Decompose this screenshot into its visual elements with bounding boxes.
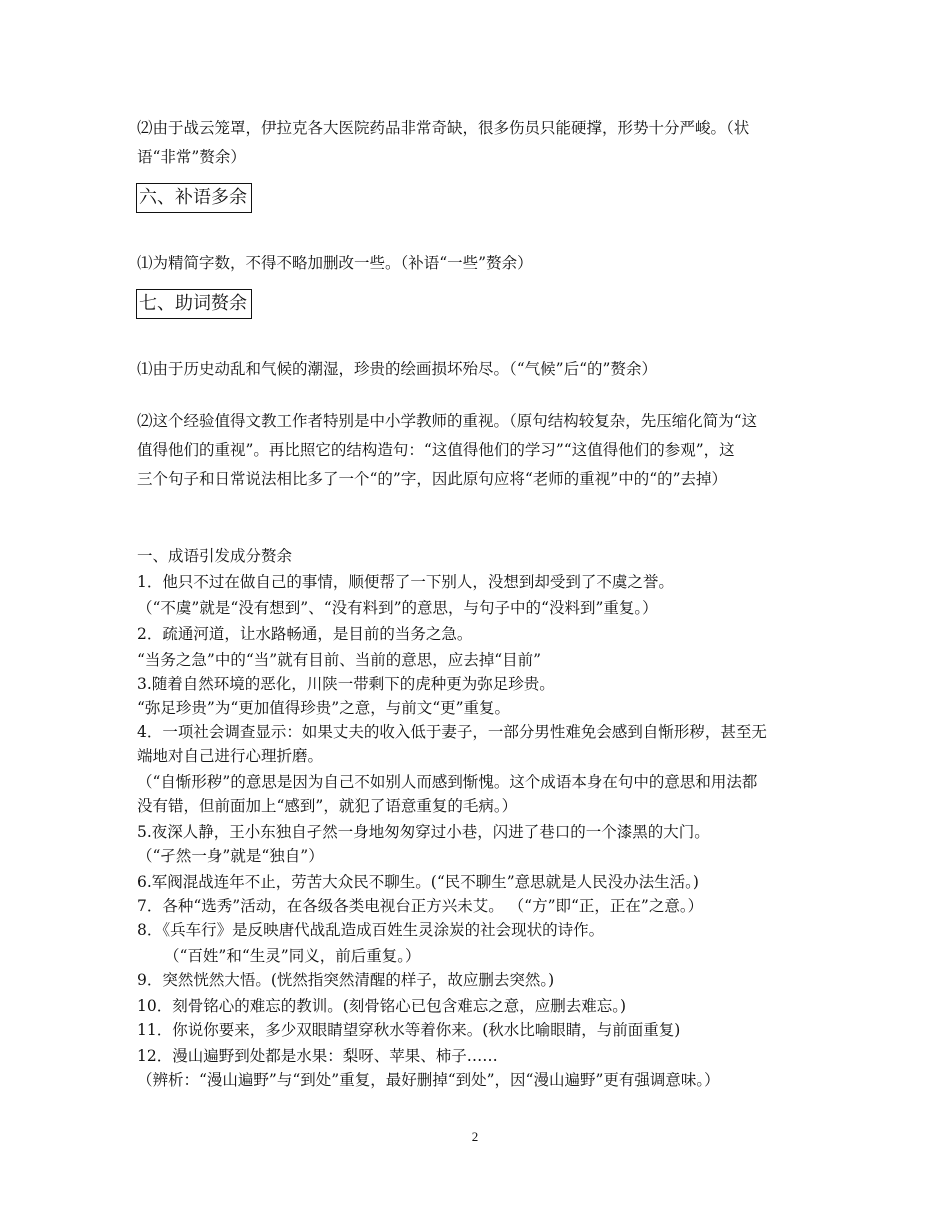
idiom-line: 9．突然恍然大悟。(恍然指突然清醒的样子，故应删去突然。) bbox=[137, 971, 555, 989]
idiom-line: 7．各种“选秀”活动，在各级各类电视台正方兴未艾。 （“方”即“正，正在”之意。） bbox=[137, 897, 704, 915]
idiom-line: 12．漫山遍野到处都是水果：梨呀、苹果、柿子…… bbox=[137, 1047, 498, 1065]
idiom-line: 6.军阀混战连年不止，劳苦大众民不聊生。(“民不聊生”意思就是人民没办法生活。) bbox=[137, 873, 699, 891]
section-6-item-1: ⑴为精简字数，不得不略加删改一些。（补语“一些”赘余） bbox=[137, 254, 533, 272]
idiom-line: “弥足珍贵”为“更加值得珍贵”之意，与前文“更”重复。 bbox=[137, 699, 511, 717]
idiom-line: （“孑然一身”就是“独自”） bbox=[137, 847, 324, 865]
idiom-line: 5.夜深人静，王小东独自孑然一身地匆匆穿过小巷，闪进了巷口的一个漆黑的大门。 bbox=[137, 823, 710, 841]
section-7-item-1: ⑴由于历史动乱和气候的潮湿，珍贵的绘画损坏殆尽。（“气候”后“的”赘余） bbox=[137, 360, 657, 378]
idiom-line: 10．刻骨铭心的难忘的教训。(刻骨铭心已包含难忘之意，应删去难忘。) bbox=[137, 997, 627, 1015]
section-7-item-2-line-3: 三个句子和日常说法相比多了一个“的”字，因此原句应将“老师的重视”中的“的”去掉） bbox=[137, 470, 728, 488]
section-heading-7: 七、助词赘余 bbox=[136, 289, 252, 319]
section-heading-6: 六、补语多余 bbox=[136, 183, 252, 213]
idiom-line: （辨析：“漫山遍野”与“到处”重复，最好删掉“到处”，因“漫山遍野”更有强调意味。） bbox=[137, 1071, 720, 1089]
idiom-line: 11．你说你要来，多少双眼睛望穿秋水等着你来。(秋水比喻眼睛，与前面重复) bbox=[137, 1021, 681, 1039]
idiom-line: 2．疏通河道，让水路畅通，是目前的当务之急。 bbox=[137, 625, 473, 643]
idiom-section-heading: 一、成语引发成分赘余 bbox=[137, 547, 293, 565]
section-7-item-2-line-2: 值得他们的重视”。再比照它的结构造句：“这值得他们的学习”“这值得他们的参观”，这 bbox=[137, 441, 735, 459]
idiom-line: 4．一项社会调查显示：如果丈夫的收入低于妻子，一部分男性难免会感到自惭形秽，甚至无 bbox=[137, 723, 767, 741]
idiom-line: （“自惭形秽”的意思是因为自己不如别人而感到惭愧。这个成语本身在句中的意思和用法都 bbox=[137, 773, 758, 791]
idiom-line: 没有错，但前面加上“感到”，就犯了语意重复的毛病。） bbox=[137, 797, 518, 815]
idiom-line: （“百姓”和“生灵”同义，前后重复。） bbox=[164, 947, 421, 965]
page-number: 2 bbox=[471, 1129, 479, 1144]
idiom-line: 3.随着自然环境的恶化，川陕一带剩下的虎种更为弥足珍贵。 bbox=[137, 675, 555, 693]
idiom-line: 1．他只不过在做自己的事情，顺便帮了一下别人，没想到却受到了不虞之誉。 bbox=[137, 573, 674, 591]
sentence-2-line-1: ⑵由于战云笼罩，伊拉克各大医院药品非常奇缺，很多伤员只能硬撑，形势十分严峻。（状 bbox=[137, 119, 750, 137]
idiom-line: “当务之急”中的“当”就有目前、当前的意思，应去掉“目前” bbox=[137, 651, 542, 669]
idiom-line: 端地对自己进行心理折磨。 bbox=[137, 747, 324, 765]
idiom-line: （“不虞”就是“没有想到”、“没有料到”的意思，与句子中的“没料到”重复。） bbox=[137, 599, 658, 617]
section-7-item-2-line-1: ⑵这个经验值得文教工作者特别是中小学教师的重视。（原句结构较复杂，先压缩化简为“这 bbox=[137, 412, 758, 430]
idiom-line: 8．《兵车行》是反映唐代战乱造成百姓生灵涂炭的社会现状的诗作。 bbox=[137, 921, 605, 939]
sentence-2-line-2: 语“非常”赘余） bbox=[137, 148, 246, 166]
